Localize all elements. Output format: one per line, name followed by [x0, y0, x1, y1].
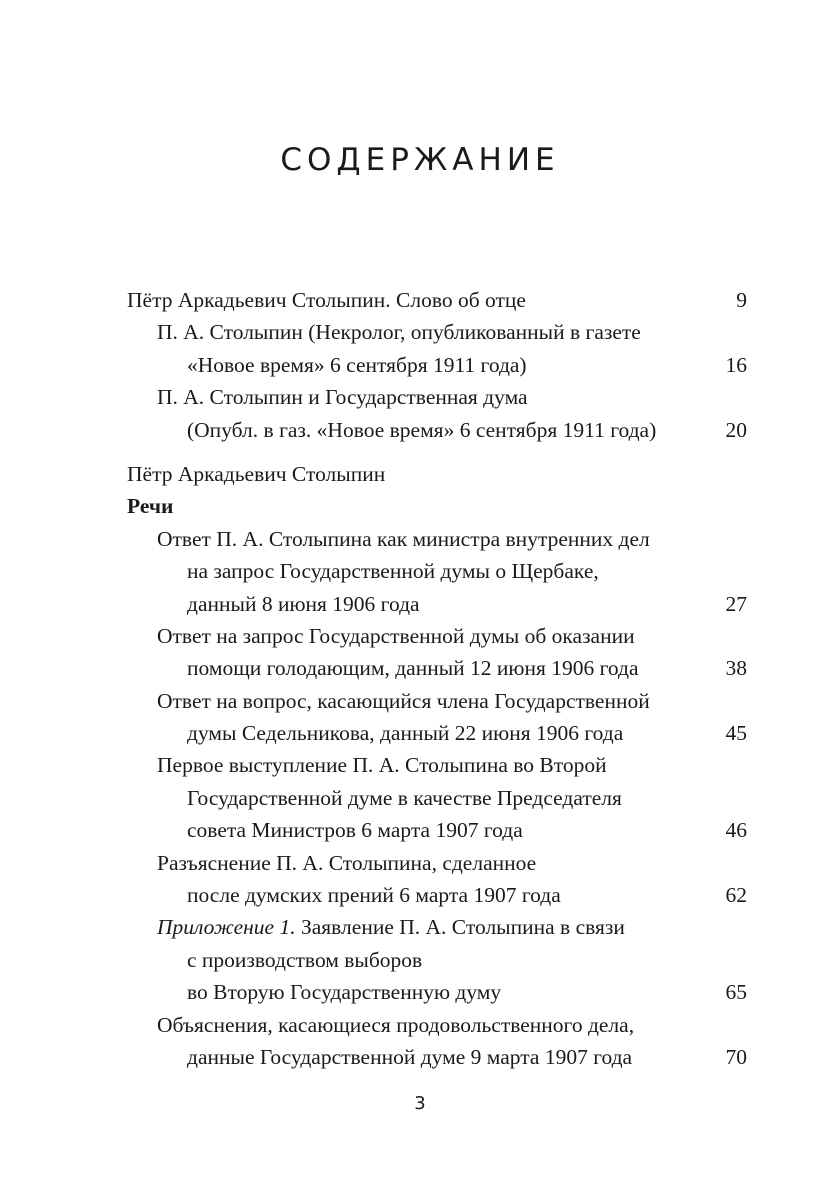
toc-entry-text: Пётр Аркадьевич Столыпин — [127, 461, 386, 486]
table-of-contents — [127, 284, 747, 1073]
toc-entry-text: Ответ на вопрос, касающийся члена Государственной — [157, 688, 650, 713]
toc-page-number: 27 — [725, 591, 747, 616]
toc-page-number: 38 — [725, 656, 747, 681]
toc-entry-text: Ответ П. А. Столыпина как министра внутренних дел — [157, 526, 650, 551]
toc-entry-text: данные Государственной думе 9 марта 1907 года — [187, 1044, 633, 1069]
toc-entry-text: Ответ на запрос Государственной думы об оказании — [157, 623, 635, 648]
toc-page-number: 20 — [725, 417, 747, 442]
section-title: Речи — [127, 494, 174, 519]
toc-entry-text: совета Министров 6 марта 1907 года — [187, 818, 523, 843]
toc-entry — [127, 685, 747, 750]
toc-entry — [127, 620, 747, 685]
toc-section-heading — [127, 490, 747, 522]
toc-page-number: 16 — [725, 352, 747, 377]
toc-entry — [127, 381, 747, 446]
toc-entry-text: «Новое время» 6 сентября 1911 года) — [187, 352, 527, 377]
toc-entry-text: Разъяснение П. А. Столыпина, сделанное — [157, 850, 537, 875]
toc-entry — [127, 284, 747, 316]
toc-entry — [127, 847, 747, 912]
toc-entry-text: Государственной думе в качестве Председателя — [187, 785, 622, 810]
toc-entry-text: помощи голодающим, данный 12 июня 1906 года — [187, 656, 639, 681]
page-number: 3 — [414, 1093, 426, 1114]
toc-entry-text: П. А. Столыпин (Некролог, опубликованный в газете — [157, 320, 641, 345]
toc-entry — [127, 749, 747, 846]
toc-entry-text: во Вторую Государственную думу — [187, 980, 502, 1005]
toc-entry-first-line — [127, 911, 747, 943]
section-gap — [127, 446, 747, 458]
toc-page-number: 9 — [736, 288, 747, 312]
toc-entry-text: думы Седельникова, данный 22 июня 1906 года — [187, 721, 624, 746]
toc-entry-text: Пётр Аркадьевич Столыпин. Слово об отце — [127, 288, 526, 312]
toc-entry-text: с производством выборов — [187, 947, 423, 972]
toc-entry — [127, 316, 747, 381]
toc-entry — [127, 523, 747, 620]
toc-page-number: 45 — [725, 721, 747, 746]
toc-entry-text: Объяснения, касающиеся продовольственного дела, — [157, 1012, 635, 1037]
page-title: СОДЕРЖАНИЕ — [280, 142, 560, 178]
toc-entry-text: Заявление П. А. Столыпина в связи — [295, 915, 625, 940]
appendix-label: Приложение 1. — [157, 915, 296, 940]
toc-page-number: 62 — [725, 883, 747, 908]
toc-page-number: 65 — [725, 980, 747, 1005]
toc-entry-text: (Опубл. в газ. «Новое время» 6 сентября 1911 года) — [187, 417, 657, 442]
toc-entry — [127, 911, 747, 1008]
toc-entry-text: данный 8 июня 1906 года — [187, 591, 420, 616]
toc-entry-text: на запрос Государственной думы о Щербаке, — [187, 559, 599, 584]
toc-page-number: 46 — [725, 818, 747, 843]
toc-page-number: 70 — [725, 1044, 747, 1069]
toc-entry-text: Первое выступление П. А. Столыпина во Второй — [157, 753, 607, 778]
toc-author-heading — [127, 458, 747, 490]
toc-entry-text: П. А. Столыпин и Государственная дума — [157, 385, 528, 410]
toc-entry — [127, 1009, 747, 1074]
toc-entry-text: после думских прений 6 марта 1907 года — [187, 883, 561, 908]
